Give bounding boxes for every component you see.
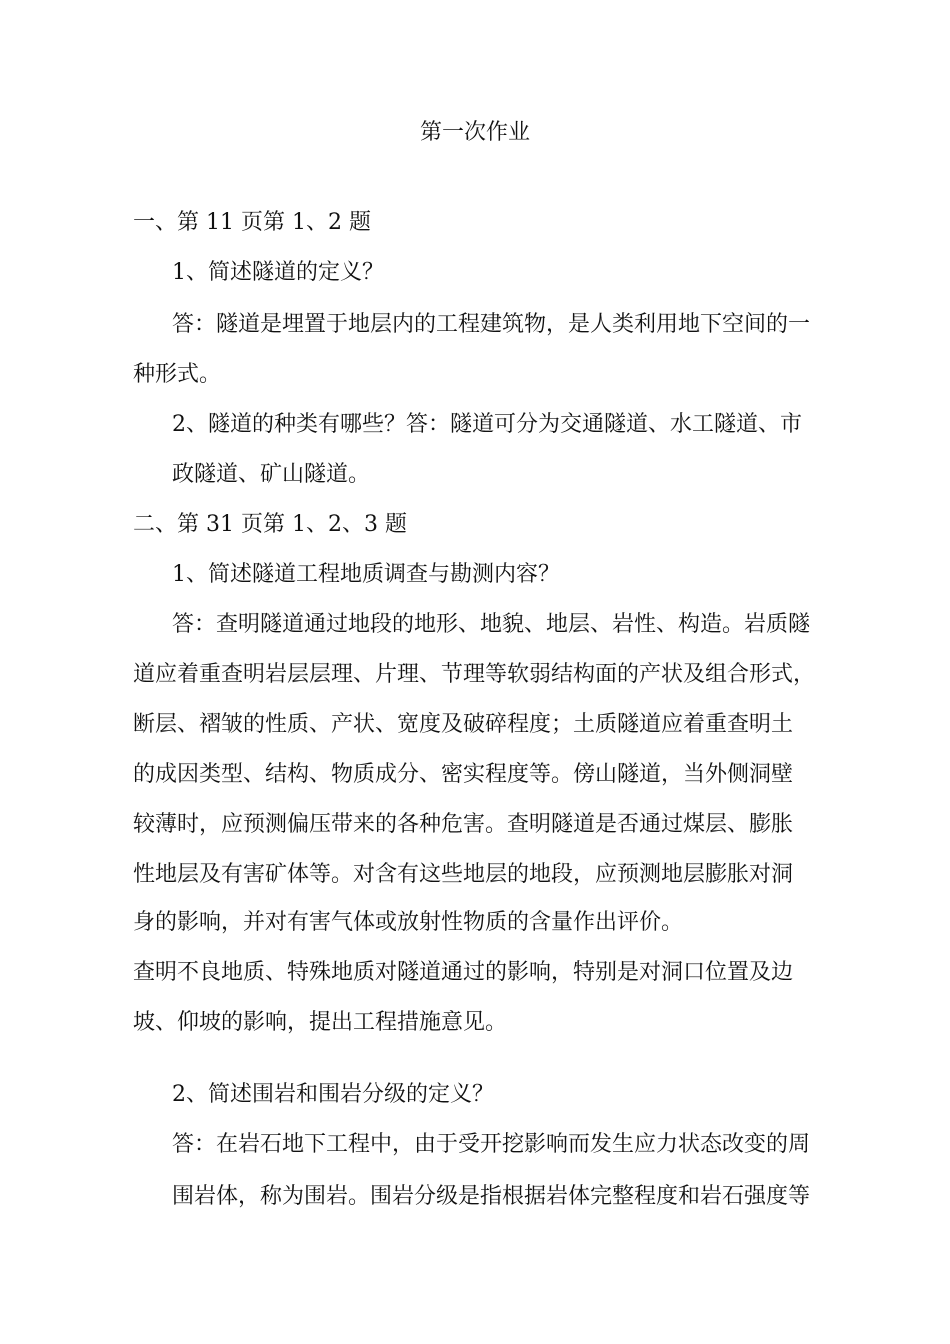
answer-2-1-line-8: 查明不良地质、特殊地质对隧道通过的影响，特别是对洞口位置及边 xyxy=(133,960,794,985)
answer-2-1-line-1: 答：查明隧道通过地段的地形、地貌、地层、岩性、构造。岩质隧 xyxy=(172,612,811,637)
section-heading-2: 二、第 31 页第 1、2、3 题 xyxy=(133,512,407,537)
answer-2-2-line-1: 答：在岩石地下工程中，由于受开挖影响而发生应力状态改变的周 xyxy=(172,1132,811,1157)
question-1-2-line-1: 2、隧道的种类有哪些？答：隧道可分为交通隧道、水工隧道、市 xyxy=(172,412,802,437)
question-2-2: 2、简述围岩和围岩分级的定义？ xyxy=(172,1082,494,1107)
question-2-1: 1、简述隧道工程地质调查与勘测内容？ xyxy=(172,562,560,587)
answer-2-1-line-2: 道应着重查明岩层层理、片理、节理等软弱结构面的产状及组合形式， xyxy=(133,662,816,687)
section-heading-1: 一、第 11 页第 1、2 题 xyxy=(133,210,371,235)
answer-2-1-line-7: 身的影响，并对有害气体或放射性物质的含量作出评价。 xyxy=(133,910,684,935)
question-1-2-line-2: 政隧道、矿山隧道。 xyxy=(172,462,371,487)
answer-1-1-line-2: 种形式。 xyxy=(133,362,222,387)
answer-2-1-line-4: 的成因类型、结构、物质成分、密实程度等。傍山隧道，当外侧洞壁 xyxy=(133,762,794,787)
page-title: 第一次作业 xyxy=(419,120,530,145)
answer-2-1-line-3: 断层、褶皱的性质、产状、宽度及破碎程度；土质隧道应着重查明土 xyxy=(133,712,794,737)
answer-2-1-line-5: 较薄时，应预测偏压带来的各种危害。查明隧道是否通过煤层、膨胀 xyxy=(133,812,794,837)
answer-2-1-line-6: 性地层及有害矿体等。对含有这些地层的地段，应预测地层膨胀对洞 xyxy=(133,862,794,887)
answer-1-1-line-1: 答：隧道是埋置于地层内的工程建筑物，是人类利用地下空间的一 xyxy=(172,312,811,337)
answer-2-1-line-9: 坡、仰坡的影响，提出工程措施意见。 xyxy=(133,1010,508,1035)
question-1-1: 1、简述隧道的定义？ xyxy=(172,260,384,285)
answer-2-2-line-2: 围岩体，称为围岩。围岩分级是指根据岩体完整程度和岩石强度等 xyxy=(172,1184,811,1209)
